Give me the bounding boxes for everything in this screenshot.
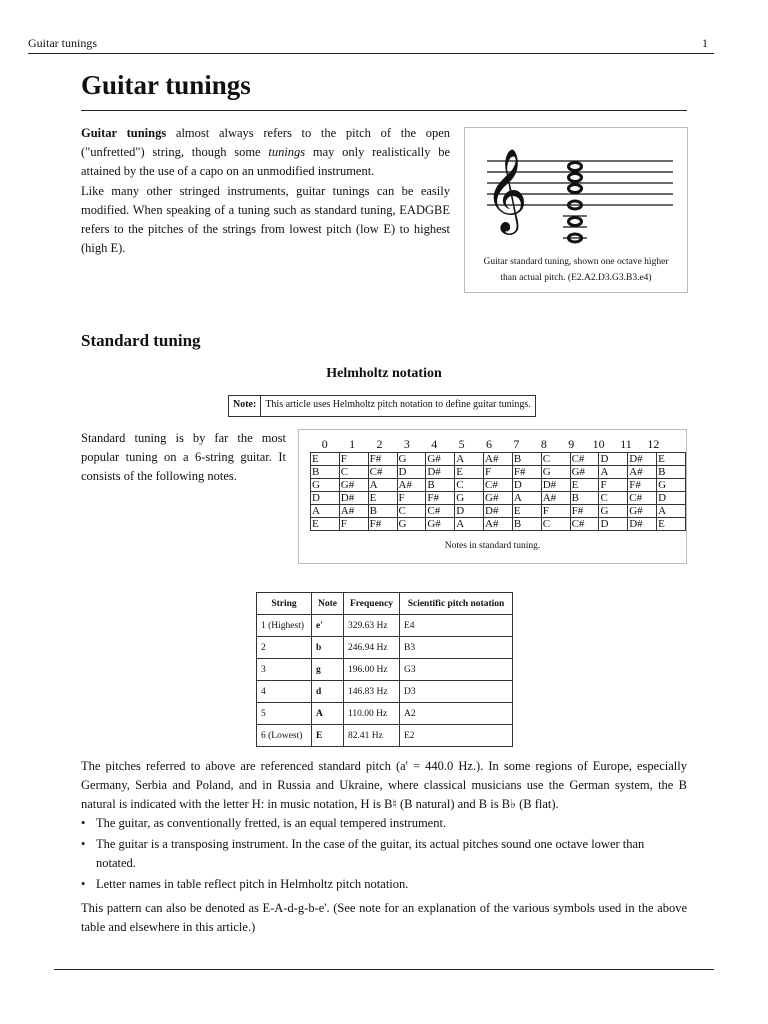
fret-note-cell: B xyxy=(426,479,455,492)
page-number: 1 xyxy=(702,36,708,50)
fret-number: 8 xyxy=(540,437,547,451)
fret-note-cell: C# xyxy=(628,492,657,505)
fret-number-header xyxy=(311,437,667,452)
fret-note-cell: D xyxy=(455,505,484,518)
fret-note-cell: C# xyxy=(570,518,599,531)
fret-row xyxy=(311,492,686,505)
fret-note-cell: G xyxy=(397,518,426,531)
fret-note-cell: A# xyxy=(339,505,368,518)
fret-note-cell: C xyxy=(397,505,426,518)
fret-number: 6 xyxy=(486,437,493,451)
table-cell: 246.94 Hz xyxy=(344,637,400,659)
table-row xyxy=(257,659,513,681)
column-header: String xyxy=(257,593,312,615)
fret-note-cell: A xyxy=(455,518,484,531)
fret-note-cell: A# xyxy=(397,479,426,492)
fret-note-cell: B xyxy=(311,466,340,479)
fret-note-cell: F# xyxy=(368,453,397,466)
bullet-icon: • xyxy=(81,816,86,830)
table-cell: A2 xyxy=(400,703,513,725)
fret-note-cell: B xyxy=(657,466,686,479)
table-cell: 5 xyxy=(257,703,312,725)
fret-note-cell: E xyxy=(455,466,484,479)
fret-note-cell: A xyxy=(657,505,686,518)
fret-note-cell: D xyxy=(599,453,628,466)
pattern-paragraph: This pattern can also be denoted as E-A-d-g-b-e'. (See note for an explanation of the various symbols used in the above table and elsewhere in this article.) xyxy=(81,901,687,934)
fret-note-cell: C xyxy=(541,453,570,466)
fret-note-cell: D# xyxy=(426,466,455,479)
list-item-text: The guitar is a transposing instrument. In the case of the guitar, its actual pitches sound one octave lower than notated. xyxy=(96,837,645,870)
list-item xyxy=(81,875,687,894)
column-header: Note xyxy=(312,593,344,615)
fret-note-cell: D xyxy=(311,492,340,505)
fret-note-cell: E xyxy=(311,518,340,531)
tunings-link[interactable]: tunings xyxy=(268,145,306,159)
fret-note-cell: D# xyxy=(628,453,657,466)
table-cell: G3 xyxy=(400,659,513,681)
fret-note-cell: E xyxy=(657,453,686,466)
header-divider xyxy=(28,53,714,54)
table-cell: 196.00 Hz xyxy=(344,659,400,681)
table-cell: d xyxy=(312,681,344,703)
list-item xyxy=(81,814,687,833)
fret-note-cell: A xyxy=(599,466,628,479)
fret-note-cell: F xyxy=(599,479,628,492)
fret-note-cell: F xyxy=(397,492,426,505)
intro-bold-term: Guitar tunings xyxy=(81,126,167,140)
fret-note-cell: C xyxy=(599,492,628,505)
fret-number: 0 xyxy=(321,437,328,451)
fret-note-cell: G xyxy=(657,479,686,492)
table-row xyxy=(257,637,513,659)
table-cell: 4 xyxy=(257,681,312,703)
fret-note-cell: A xyxy=(455,453,484,466)
fret-note-cell: G xyxy=(455,492,484,505)
fret-note-cell: C xyxy=(541,518,570,531)
page-title: Guitar tunings xyxy=(81,70,251,100)
list-item-text: The guitar, as conventionally fretted, is an equal tempered instrument. xyxy=(96,816,447,830)
table-cell: b xyxy=(312,637,344,659)
fret-row xyxy=(311,479,686,492)
bullet-icon: • xyxy=(81,877,86,891)
table-row xyxy=(257,681,513,703)
fret-notes-table xyxy=(310,452,686,531)
table-row xyxy=(257,703,513,725)
subsection-heading: Helmholtz notation xyxy=(326,366,442,381)
table-cell: 329.63 Hz xyxy=(344,615,400,637)
column-header: Frequency xyxy=(344,593,400,615)
table-cell: 1 (Highest) xyxy=(257,615,312,637)
fret-row xyxy=(311,466,686,479)
fret-note-cell: A# xyxy=(484,518,513,531)
fret-number: 5 xyxy=(458,437,465,451)
figure-caption: Guitar standard tuning, shown one octave higher than actual pitch. (E2.A2.D3.G3.B3.e4) xyxy=(483,257,669,283)
note-label: Note: xyxy=(229,396,261,416)
fret-note-cell: D xyxy=(599,518,628,531)
tuning-table xyxy=(256,592,513,747)
fret-note-cell: A xyxy=(368,479,397,492)
table-row xyxy=(257,615,513,637)
fret-note-cell: G# xyxy=(628,505,657,518)
fret-note-cell: C# xyxy=(368,466,397,479)
bullet-list xyxy=(81,814,687,896)
fret-note-cell: G# xyxy=(426,453,455,466)
table-cell: A xyxy=(312,703,344,725)
fret-note-cell: E xyxy=(512,505,541,518)
fret-note-cell: G# xyxy=(339,479,368,492)
fret-note-cell: C# xyxy=(426,505,455,518)
table-cell: B3 xyxy=(400,637,513,659)
fret-row xyxy=(311,505,686,518)
fret-table-caption: Notes in standard tuning. xyxy=(444,541,541,551)
fret-note-cell: G xyxy=(311,479,340,492)
fret-note-cell: D# xyxy=(628,518,657,531)
fret-note-cell: D xyxy=(397,466,426,479)
fret-note-cell: F# xyxy=(512,466,541,479)
table-cell: 110.00 Hz xyxy=(344,703,400,725)
fret-number: 2 xyxy=(376,437,383,451)
fret-number: 10 xyxy=(592,437,605,451)
footer-divider xyxy=(54,969,714,970)
fret-note-cell: G# xyxy=(426,518,455,531)
fret-note-cell: F xyxy=(484,466,513,479)
table-cell: E xyxy=(312,725,344,747)
fret-note-cell: E xyxy=(657,518,686,531)
title-divider xyxy=(81,110,687,111)
fret-note-cell: F xyxy=(541,505,570,518)
fret-note-cell: F# xyxy=(628,479,657,492)
fret-row xyxy=(311,453,686,466)
fret-note-cell: G# xyxy=(570,466,599,479)
fret-note-cell: D xyxy=(657,492,686,505)
fret-number: 9 xyxy=(568,437,575,451)
fret-note-cell: C# xyxy=(484,479,513,492)
hatnote-box xyxy=(228,395,536,417)
section-heading: Standard tuning xyxy=(81,331,201,350)
fret-note-cell: E xyxy=(311,453,340,466)
standard-tuning-paragraph: Standard tuning is by far the most popular tuning on a 6-string guitar. It consists of the following notes. xyxy=(81,431,286,483)
fret-note-cell: D xyxy=(512,479,541,492)
table-cell: E2 xyxy=(400,725,513,747)
list-item xyxy=(81,835,687,873)
standard-tuning-figure xyxy=(464,127,688,293)
table-cell: 6 (Lowest) xyxy=(257,725,312,747)
fret-note-cell: A# xyxy=(541,492,570,505)
fret-note-cell: A xyxy=(311,505,340,518)
whole-note-chord-icon xyxy=(569,163,582,243)
list-item-text: Letter names in table reflect pitch in Helmholtz pitch notation. xyxy=(96,877,409,891)
table-cell: g xyxy=(312,659,344,681)
treble-clef-icon: 𝄞 xyxy=(485,147,528,231)
running-header-title: Guitar tunings xyxy=(28,36,97,50)
fret-number: 7 xyxy=(513,437,520,451)
bullet-icon: • xyxy=(81,837,86,851)
table-row xyxy=(257,725,513,747)
fret-note-cell: D# xyxy=(339,492,368,505)
fret-note-cell: C xyxy=(339,466,368,479)
table-cell: D3 xyxy=(400,681,513,703)
fret-note-cell: E xyxy=(570,479,599,492)
pitch-paragraph: The pitches referred to above are referenced standard pitch (a' = 440.0 Hz.). In some regions of Europe, especially Germany, Serbia and Poland, and in Russia and Ukraine, where classical musicians use the German system, the B natural is indicated with the letter H: in music notation, H is B♮ (B natural) and B is B♭ (B flat). xyxy=(81,759,687,811)
table-cell: 82.41 Hz xyxy=(344,725,400,747)
fret-note-cell: C xyxy=(455,479,484,492)
intro-paragraph-2: Like many other stringed instruments, guitar tunings can be easily modified. When speaking of a tuning such as standard tuning, EADGBE refers to the pitches of the strings from lowest pitch (low E) to highest (high E). xyxy=(81,184,450,255)
fret-note-cell: B xyxy=(512,518,541,531)
staff-notation-image xyxy=(465,128,687,252)
table-cell: 2 xyxy=(257,637,312,659)
table-cell: 146.83 Hz xyxy=(344,681,400,703)
fret-note-cell: A xyxy=(512,492,541,505)
table-cell: e' xyxy=(312,615,344,637)
fret-note-cell: A# xyxy=(484,453,513,466)
fret-number: 1 xyxy=(349,437,356,451)
table-header-row xyxy=(257,593,513,615)
fret-row xyxy=(311,518,686,531)
fret-note-cell: F# xyxy=(426,492,455,505)
fret-number: 4 xyxy=(431,437,438,451)
fret-number: 12 xyxy=(647,437,660,451)
table-cell: 3 xyxy=(257,659,312,681)
fret-note-cell: C# xyxy=(570,453,599,466)
fret-note-cell: F xyxy=(339,453,368,466)
fret-note-cell: G xyxy=(599,505,628,518)
fret-number: 3 xyxy=(403,437,410,451)
fret-note-cell: B xyxy=(570,492,599,505)
note-text: This article uses Helmholtz pitch notation to define guitar tunings. xyxy=(265,399,531,410)
fret-note-cell: D# xyxy=(541,479,570,492)
fret-notes-figure xyxy=(298,429,687,564)
fret-note-cell: F xyxy=(339,518,368,531)
column-header: Scientific pitch notation xyxy=(400,593,513,615)
fret-note-cell: F# xyxy=(368,518,397,531)
intro-paragraph-1: Guitar tunings almost always refers to the pitch of the open ("unfretted") string, though some tunings may only realistically be attained by the use of a capo on an unmodified instrument. xyxy=(81,126,450,178)
table-cell: E4 xyxy=(400,615,513,637)
fret-note-cell: A# xyxy=(628,466,657,479)
fret-note-cell: G# xyxy=(484,492,513,505)
fret-note-cell: B xyxy=(368,505,397,518)
fret-note-cell: B xyxy=(512,453,541,466)
fret-note-cell: F# xyxy=(570,505,599,518)
fret-note-cell: E xyxy=(368,492,397,505)
fret-note-cell: G xyxy=(541,466,570,479)
fret-note-cell: G xyxy=(397,453,426,466)
fret-number: 11 xyxy=(620,437,632,451)
fret-note-cell: D# xyxy=(484,505,513,518)
